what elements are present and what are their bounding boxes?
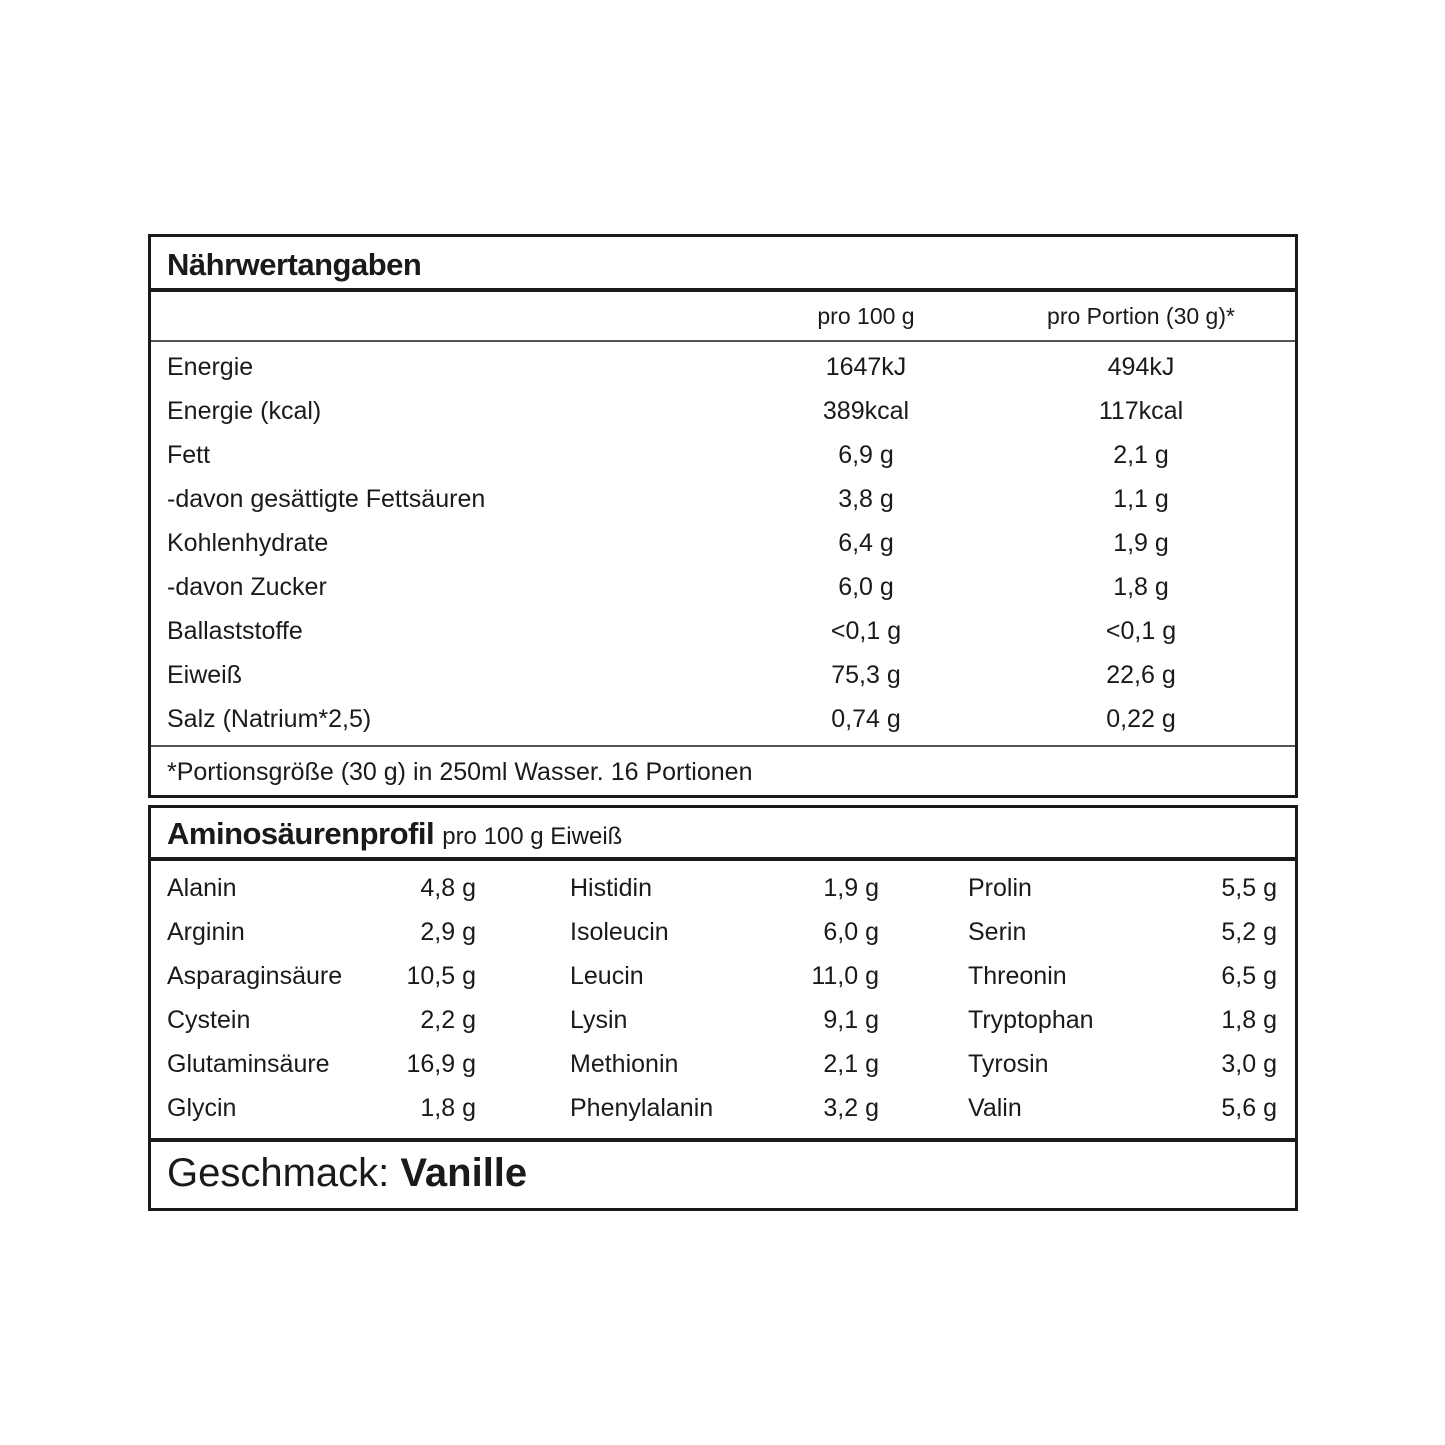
row-value-100g: 0,74 g <box>831 705 901 733</box>
amino-acid-table <box>148 805 1298 1211</box>
amino-value: 2,9 g <box>420 918 476 946</box>
flavor-value: Vanille <box>400 1151 528 1195</box>
amino-name: Tryptophan <box>968 1006 1094 1034</box>
amino-name: Glutaminsäure <box>167 1050 330 1078</box>
row-label: Salz (Natrium*2,5) <box>167 705 372 733</box>
amino-name: Asparaginsäure <box>167 962 343 990</box>
amino-name: Prolin <box>968 874 1032 902</box>
amino-name: Isoleucin <box>570 918 669 946</box>
row-value-100g: 6,0 g <box>838 573 894 601</box>
row-value-portion: 494kJ <box>1107 353 1175 381</box>
amino-name: Arginin <box>167 918 245 946</box>
amino-name: Glycin <box>167 1094 237 1122</box>
amino-value: 1,8 g <box>1221 1006 1277 1034</box>
amino-name: Threonin <box>968 962 1067 990</box>
amino-value: 2,1 g <box>823 1050 879 1078</box>
row-label: Fett <box>167 441 211 469</box>
row-value-portion: 2,1 g <box>1113 441 1169 469</box>
row-value-portion: 22,6 g <box>1106 661 1176 689</box>
row-label: Energie (kcal) <box>167 397 322 425</box>
divider <box>151 745 1295 747</box>
nutrition-table <box>148 234 1298 798</box>
row-value-portion: 1,1 g <box>1113 485 1169 513</box>
amino-value: 11,0 g <box>811 962 879 990</box>
flavor-label: Geschmack: <box>167 1151 390 1195</box>
amino-name: Alanin <box>167 874 237 902</box>
amino-value: 4,8 g <box>420 874 476 902</box>
row-label: Eiweiß <box>167 661 243 689</box>
flavor <box>167 1151 527 1196</box>
amino-name: Tyrosin <box>968 1050 1049 1078</box>
amino-value: 6,0 g <box>823 918 879 946</box>
footnote: *Portionsgröße (30 g) in 250ml Wasser. 16 Portionen <box>167 758 753 786</box>
row-value-portion: <0,1 g <box>1105 617 1177 645</box>
amino-subtitle: pro 100 g Eiweiß <box>442 823 623 850</box>
row-value-100g: 3,8 g <box>838 485 894 513</box>
amino-value: 1,8 g <box>420 1094 476 1122</box>
row-value-portion: 1,8 g <box>1113 573 1169 601</box>
amino-name: Methionin <box>570 1050 679 1078</box>
row-label: -davon Zucker <box>167 573 327 601</box>
amino-value: 1,9 g <box>823 874 879 902</box>
nutrition-title: Nährwertangaben <box>167 247 422 282</box>
amino-value: 16,9 g <box>406 1050 476 1078</box>
amino-name: Phenylalanin <box>570 1094 714 1122</box>
amino-value: 10,5 g <box>406 962 476 990</box>
row-value-100g: <0,1 g <box>830 617 902 645</box>
amino-value: 2,2 g <box>420 1006 476 1034</box>
amino-title <box>167 816 622 852</box>
divider <box>151 857 1295 861</box>
row-value-100g: 6,9 g <box>838 441 894 469</box>
row-value-100g: 1647kJ <box>825 353 907 381</box>
row-value-100g: 389kcal <box>822 397 910 425</box>
amino-title-text: Aminosäurenprofil <box>167 816 435 851</box>
amino-value: 5,6 g <box>1221 1094 1277 1122</box>
row-label: -davon gesättigte Fettsäuren <box>167 485 486 513</box>
amino-name: Lysin <box>570 1006 628 1034</box>
amino-value: 5,2 g <box>1221 918 1277 946</box>
row-label: Kohlenhydrate <box>167 529 329 557</box>
divider <box>151 288 1295 292</box>
amino-value: 9,1 g <box>823 1006 879 1034</box>
amino-value: 3,2 g <box>823 1094 879 1122</box>
col-header-portion: pro Portion (30 g)* <box>1047 303 1235 329</box>
amino-value: 3,0 g <box>1221 1050 1277 1078</box>
divider <box>151 340 1295 342</box>
col-header-100g: pro 100 g <box>817 303 915 329</box>
row-value-100g: 75,3 g <box>831 661 901 689</box>
divider <box>151 1138 1295 1142</box>
amino-name: Leucin <box>570 962 644 990</box>
amino-value: 6,5 g <box>1221 962 1277 990</box>
row-label: Ballaststoffe <box>167 617 303 645</box>
row-value-100g: 6,4 g <box>838 529 894 557</box>
row-value-portion: 117kcal <box>1098 397 1184 425</box>
amino-name: Histidin <box>570 874 652 902</box>
row-label: Energie <box>167 353 254 381</box>
row-value-portion: 0,22 g <box>1106 705 1176 733</box>
amino-name: Cystein <box>167 1006 251 1034</box>
row-value-portion: 1,9 g <box>1113 529 1169 557</box>
amino-name: Serin <box>968 918 1027 946</box>
amino-value: 5,5 g <box>1221 874 1277 902</box>
amino-name: Valin <box>968 1094 1022 1122</box>
